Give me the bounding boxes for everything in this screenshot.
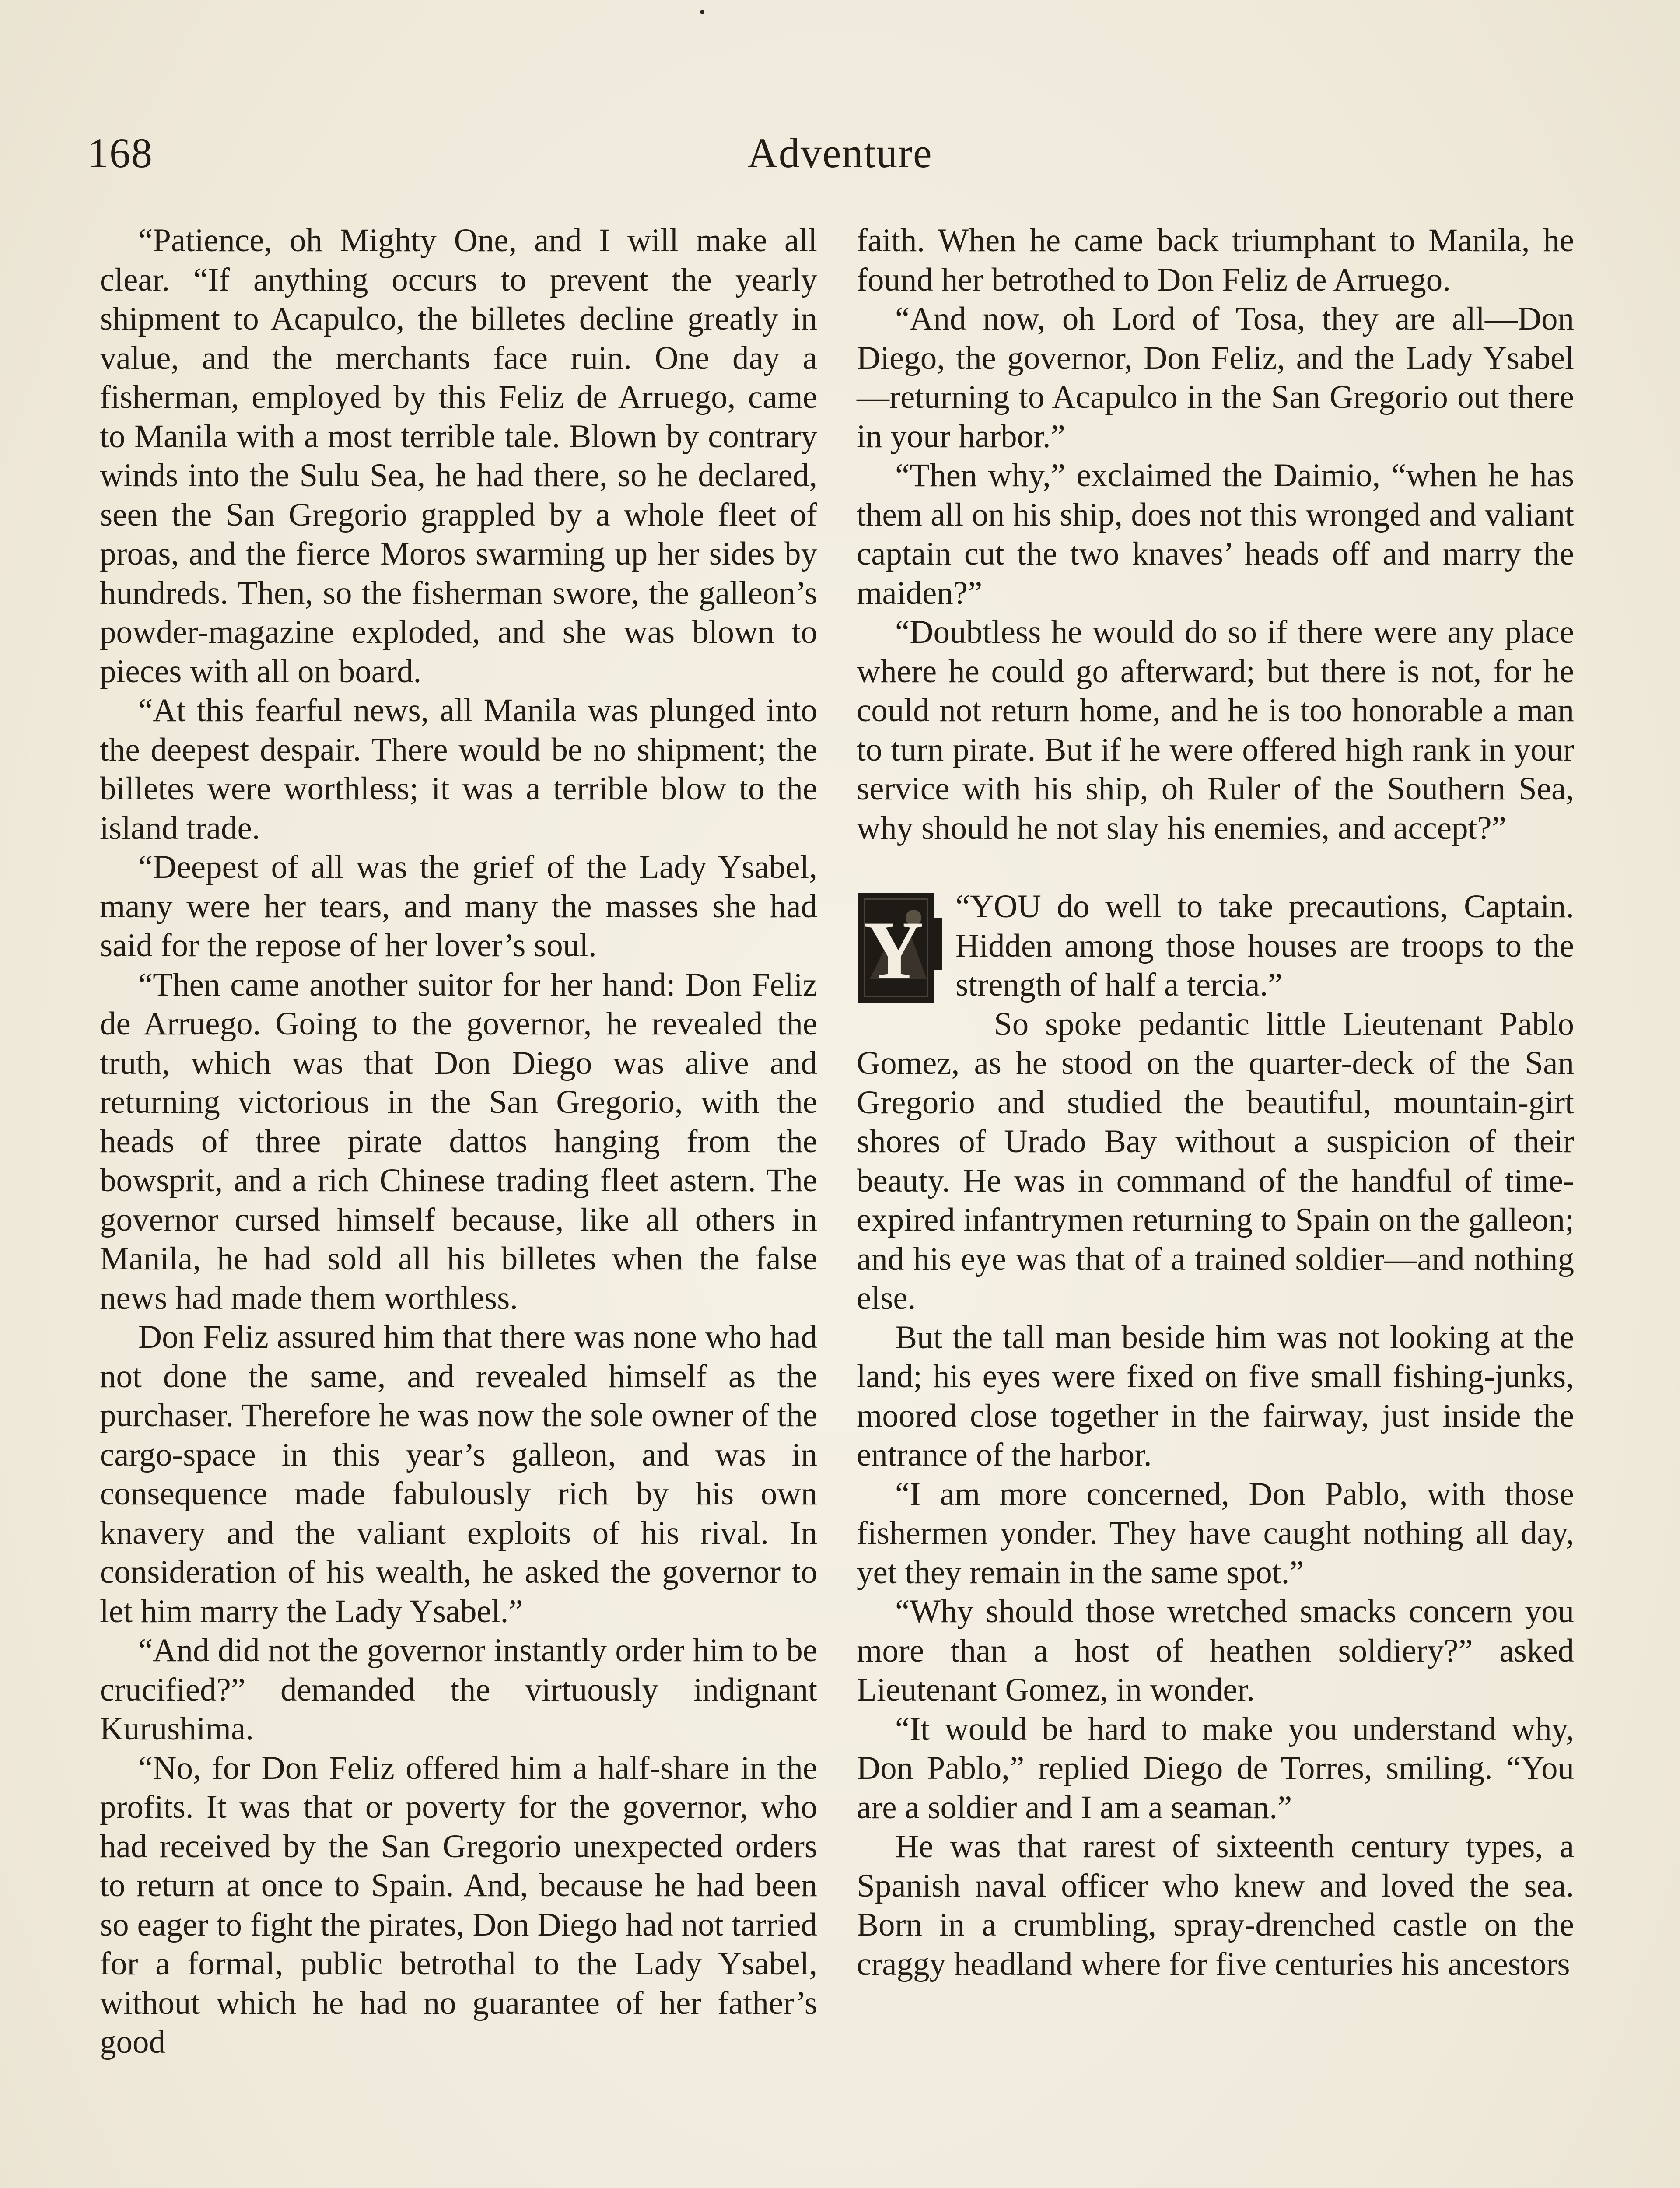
paragraph: “Patience, oh Mighty One, and I will make all clear. “If anything occurs to prevent the yearly shipment to Acapulco, the billetes decline greatly in value, and the merchants face ruin. One day a fisherman, employed by this Feliz de Arruego, came to Manila with a most terrible tale. Blown by contrary winds into the Sulu Sea, he had there, so he declared, seen the San Gregorio grappled by a whole fleet of proas, and the fierce Moros swarming up her sides by hundreds. Then, so the fisherman swore, the galleon’s powder-magazine exploded, and she was blown to pieces with all on board. (100, 222, 817, 690)
print-speck (700, 10, 704, 14)
paragraph: “Then why,” exclaimed the Daimio, “when he has them all on his ship, does not this wronged and valiant captain cut the two knaves’ heads off and marry the maiden?” (857, 457, 1574, 611)
left-column (100, 221, 817, 2062)
drop-cap-letter: Y (864, 905, 924, 996)
paragraph: “Deepest of all was the grief of the Lady Ysabel, many were her tears, and many the masses she had said for the repose of her lover’s soul. (100, 849, 817, 964)
paragraph: “It would be hard to make you understand why, Don Pablo,” replied Diego de Torres, smiling. “You are a soldier and I am a seaman.” (857, 1711, 1574, 1826)
paragraph: “No, for Don Feliz offered him a half-share in the profits. It was that or poverty for the governor, who had received by the San Gregorio unexpected orders to return at once to Spain. And, because he had been so eager to fight the pirates, Don Diego had not tarried for a formal, public betrothal to the Lady Ysabel, without which he had no guarantee of her father’s good (100, 1750, 817, 2060)
paragraph: “At this fearful news, all Manila was plunged into the deepest despair. There would be no shipment; the billetes were worthless; it was a terrible blow to the island trade. (100, 692, 817, 846)
right-column (857, 221, 1574, 1984)
paragraph: But the tall man beside him was not looking at the land; his eyes were fixed on five small fishing-junks, moored close together in the fairway, just inside the entrance of the harbor. (857, 1319, 1574, 1473)
paragraph: So spoke pedantic little Lieutenant Pablo Gomez, as he stood on the quarter-deck of the San Gregorio and studied the beautiful, mountain-girt shores of Urado Bay without a suspicion of their beauty. He was in command of the handful of time-expired infantrymen returning to Spain on the galleon; and his eye was that of a trained soldier—and nothing else. (857, 1006, 1574, 1316)
paragraph: “I am more concerned, Don Pablo, with those fishermen yonder. They have caught nothing all day, yet they remain in the same spot.” (857, 1476, 1574, 1591)
paragraph: “And did not the governor instantly order him to be crucified?” demanded the virtuously indignant Kurushima. (100, 1632, 817, 1747)
page-header (83, 123, 1597, 184)
section-opening (857, 887, 1574, 1005)
paragraph: “Then came another suitor for her hand: Don Feliz de Arruego. Going to the governor, he revealed the truth, which was that Don Diego was alive and returning victorious in the San Gregorio, with the heads of three pirate dattos hanging from the bowsprit, and a rich Chinese trading fleet astern. The governor cursed himself because, like all others in Manila, he had sold all his billetes when the false news had made them worthless. (100, 966, 817, 1316)
paragraph: “Doubtless he would do so if there were any place where he could go afterward; but there is not, for he could not return home, and he is too honorable a man to turn pirate. But if he were offered high rank in your service with his ship, oh Ruler of the Southern Sea, why should he not slay his enemies, and accept?” (857, 614, 1574, 846)
paragraph: He was that rarest of sixteenth century types, a Spanish naval officer who knew and loved the sea. Born in a crumbling, spray-drenched castle on the craggy headland where for five centuries his ancestors (857, 1828, 1574, 1982)
page-number: 168 (88, 130, 153, 176)
running-title: Adventure (747, 130, 933, 176)
paragraph: “Why should those wretched smacks concern you more than a host of heathen soldiery?” asked Lieutenant Gomez, in wonder. (857, 1593, 1574, 1708)
paragraph: Don Feliz assured him that there was none who had not done the same, and revealed himself as the purchaser. Therefore he was now the sole owner of the cargo-space in this year’s galleon, and was in consequence made fabulously rich by his own knavery and the valiant exploits of his rival. In consideration of his wealth, he asked the governor to let him marry the Lady Ysabel.” (100, 1319, 817, 1630)
paragraph: “YOU do well to take precautions, Captain. Hidden among those houses are troops to the strength of half a tercia.” (956, 888, 1574, 1003)
paragraph: “And now, oh Lord of Tosa, they are all—Don Diego, the governor, Don Feliz, and the Lady Ysabel—returning to Acapulco in the San Gregorio out there in your harbor.” (857, 301, 1574, 455)
drop-cap-ornament (857, 891, 944, 1006)
paragraph: faith. When he came back triumphant to Manila, he found her betrothed to Don Feliz de Arruego. (857, 222, 1574, 298)
